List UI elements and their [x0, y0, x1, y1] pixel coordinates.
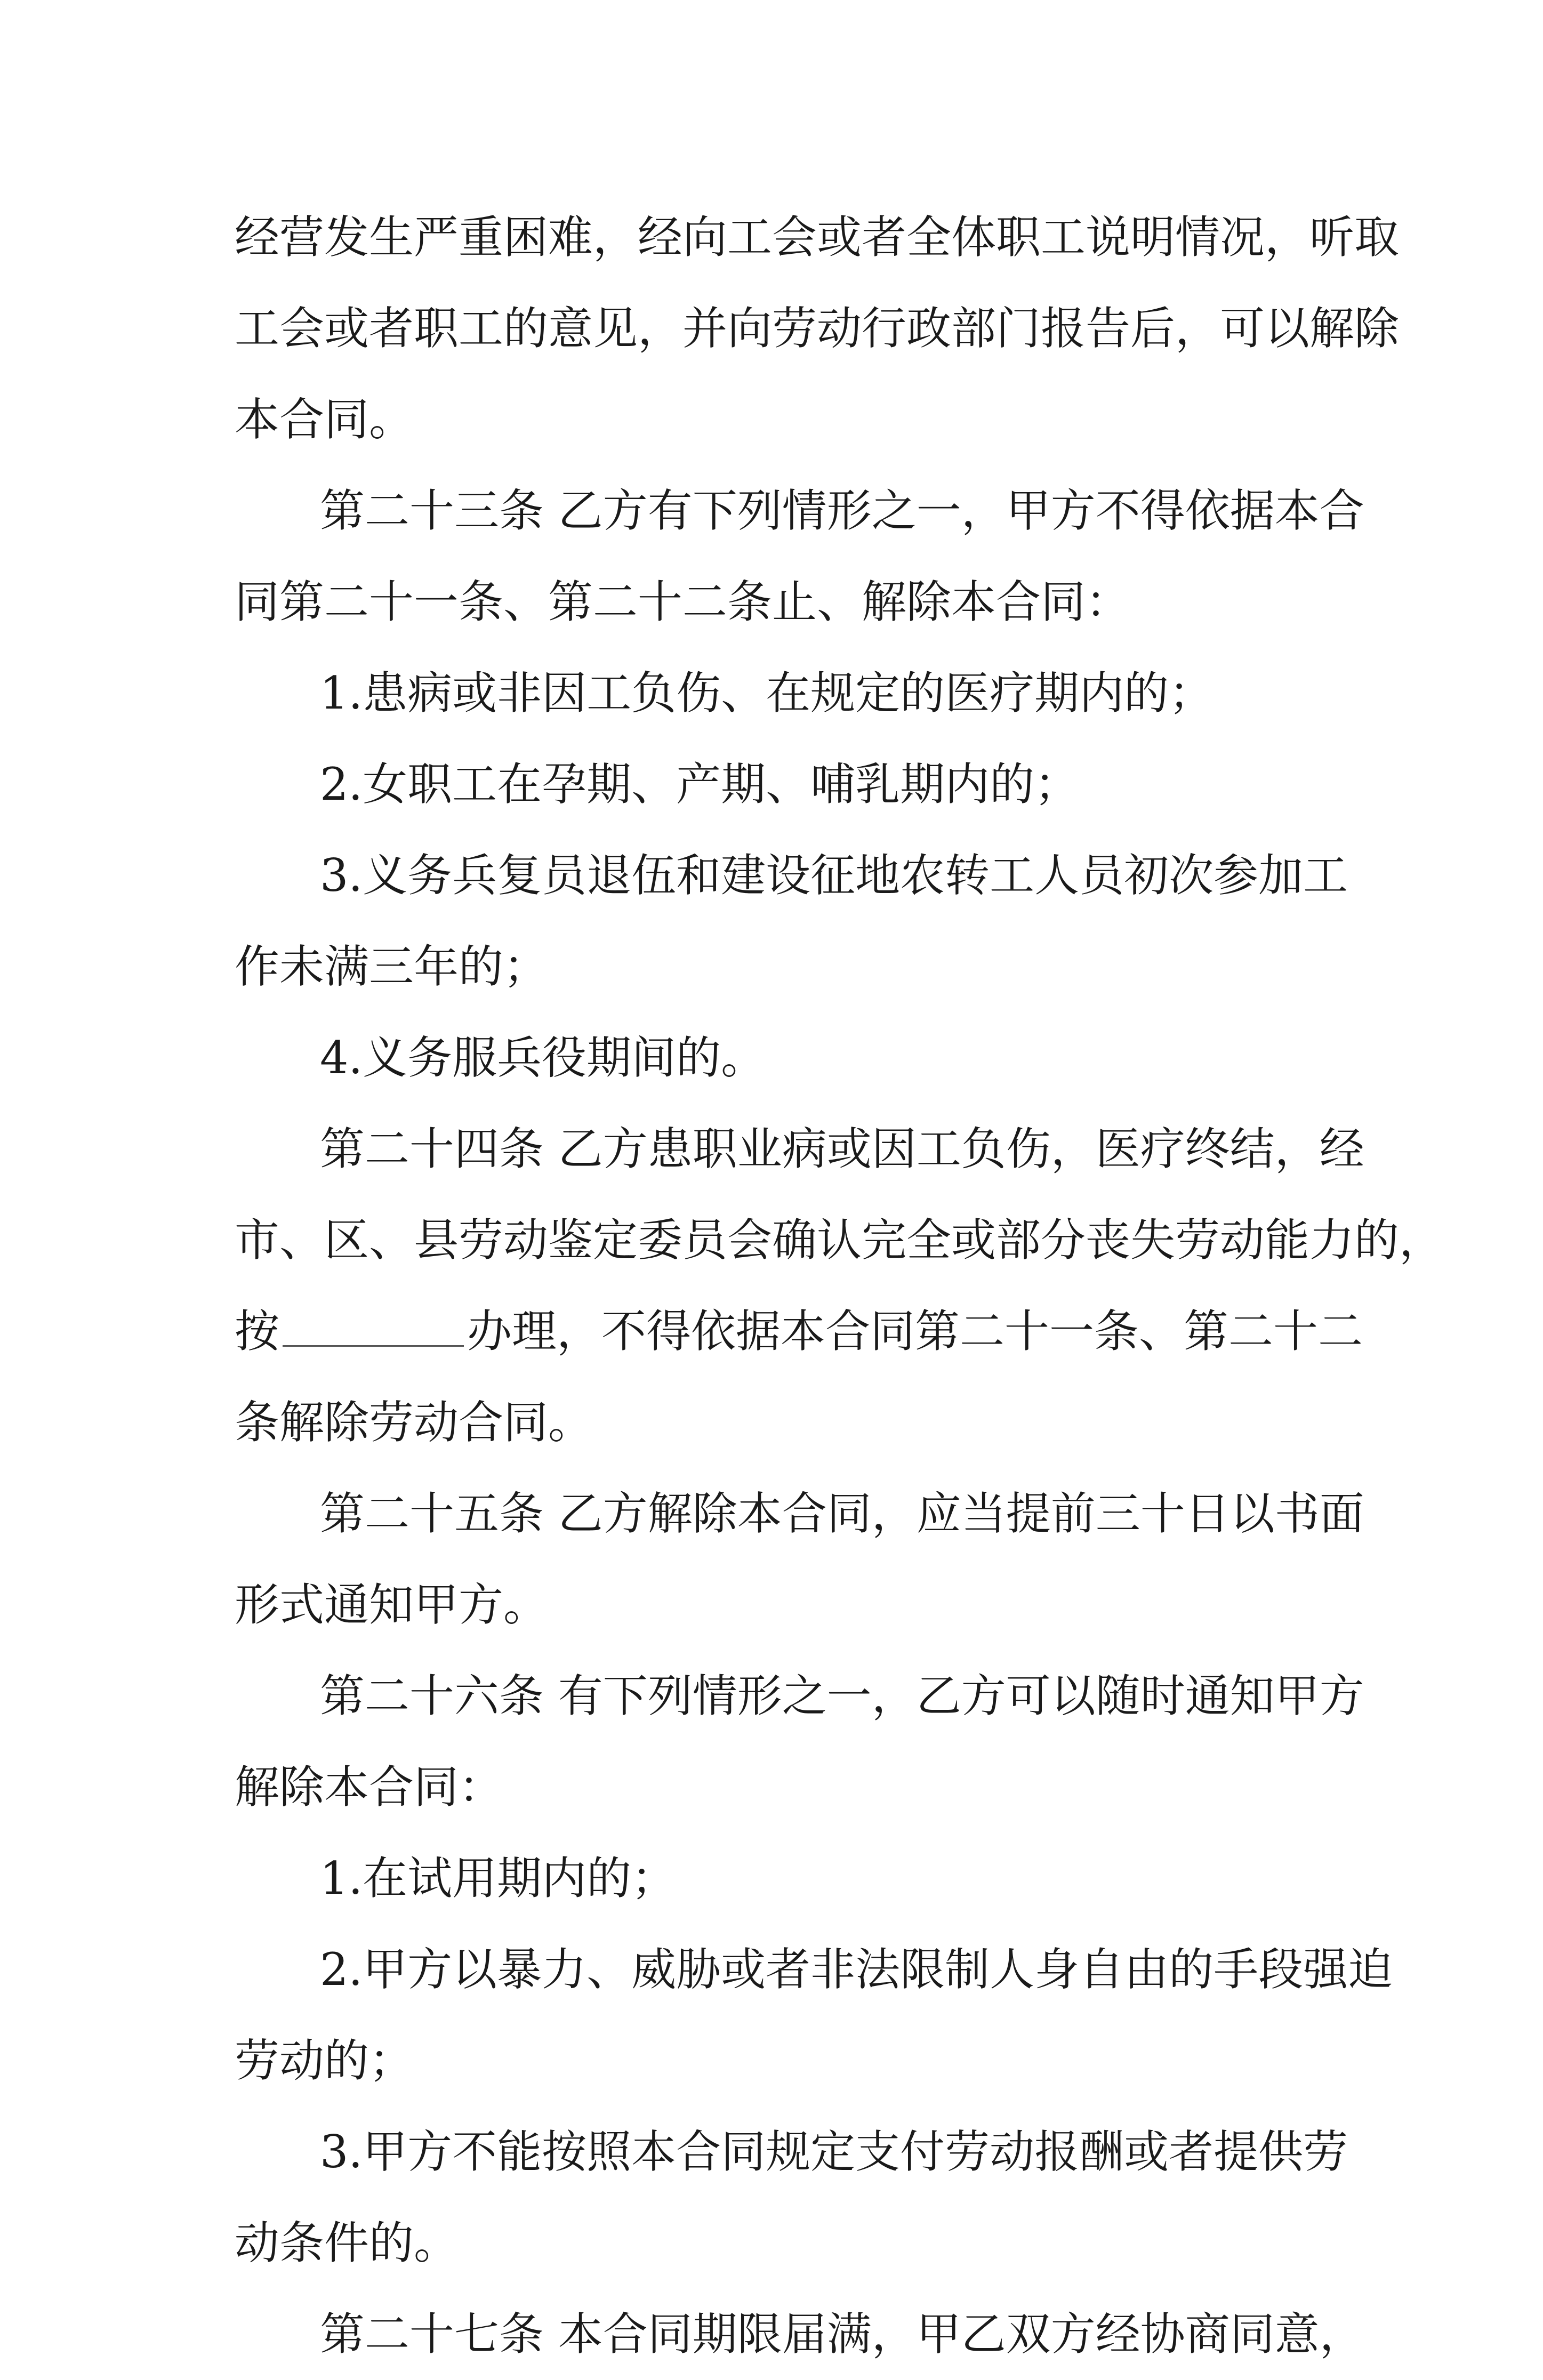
- list-item: 2.女职工在孕期、产期、哺乳期内的；: [320, 758, 1080, 810]
- list-item: 3.甲方不能按照本合同规定支付劳动报酬或者提供劳: [320, 2126, 1348, 2178]
- body-line: 形式通知甲方。: [235, 1579, 549, 1631]
- blank-suffix: 办理，不得依据本合同第二十一条、第二十二: [467, 1305, 1363, 1357]
- document-body: [235, 192, 1444, 2380]
- article-23-heading-line: 第二十三条 乙方有下列情形之一，甲方不得依据本合: [320, 485, 1364, 537]
- list-item: 3.义务兵复员退伍和建设征地农转工人员初次参加工: [320, 849, 1348, 902]
- body-line-with-blank: [235, 1286, 1363, 1377]
- body-line: 劳动的；: [235, 2035, 414, 2087]
- body-line: 经营发生严重困难，经向工会或者全体职工说明情况，听取: [235, 211, 1400, 263]
- body-line: 解除本合同：: [235, 1761, 504, 1813]
- article-26-heading-line: 第二十六条 有下列情形之一，乙方可以随时通知甲方: [320, 1670, 1364, 1722]
- body-line: 本合同。: [235, 393, 414, 446]
- fill-in-blank: [283, 1308, 464, 1347]
- body-line: 工会或者职工的意见，并向劳动行政部门报告后，可以解除: [235, 302, 1400, 355]
- blank-prefix: 按: [235, 1305, 280, 1357]
- body-line: 条解除劳动合同。: [235, 1396, 593, 1449]
- body-line: 动条件的。: [235, 2217, 459, 2269]
- list-item: 2.甲方以暴力、威胁或者非法限制人身自由的手段强迫: [320, 1943, 1393, 1996]
- body-line: 同第二十一条、第二十二条止、解除本合同：: [235, 576, 1131, 628]
- list-item: 1.患病或非因工负伤、在规定的医疗期内的；: [320, 667, 1214, 719]
- body-line: 作未满三年的；: [235, 940, 549, 993]
- list-item: 4.义务服兵役期间的。: [320, 1032, 766, 1084]
- body-line: 市、区、县劳动鉴定委员会确认完全或部分丧失劳动能力的，: [235, 1214, 1444, 1266]
- article-25-heading-line: 第二十五条 乙方解除本合同，应当提前三十日以书面: [320, 1488, 1364, 1540]
- article-27-heading-line: 第二十七条 本合同期限届满，甲乙双方经协商同意，: [320, 2308, 1364, 2360]
- article-24-heading-line: 第二十四条 乙方患职业病或因工负伤，医疗终结，经: [320, 1123, 1364, 1175]
- list-item: 1.在试用期内的；: [320, 1852, 677, 1904]
